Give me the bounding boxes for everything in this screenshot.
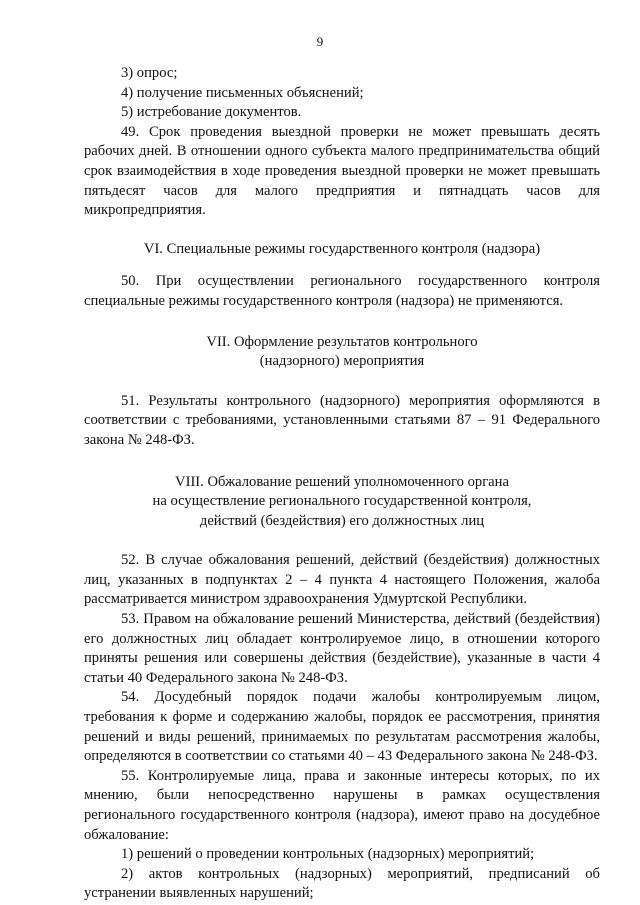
paragraph-49: 49. Срок проведения выездной проверки не может превышать десять рабочих дней. В отношении одного субъекта малого предпринимательства общий срок взаимодействия в ходе проведения выездной проверки не может превышать пятьдесят часов для малого предприятия и пятнадцать часов для микропредприятия.: [84, 123, 600, 219]
paragraph-50: 50. При осуществлении регионального государственного контроля специальные режимы государственного контроля (надзора) не применяются.: [84, 273, 600, 309]
section-heading-8-line-1: VIII. Обжалование решений уполномоченного органа: [175, 473, 509, 490]
page-number: 9: [316, 34, 324, 49]
list-item-3: 3) опрос;: [121, 65, 178, 81]
paragraph-51: 51. Результаты контрольного (надзорного) мероприятия оформляются в соответствии с требованиями, установленными статьями 87 – 91 Федерального закона № 248-ФЗ.: [84, 392, 600, 448]
paragraph-55: 55. Контролируемые лица, права и законные интересы которых, по их мнению, были непосредственно нарушены в рамках осуществления регионального государственного контроля (надзора), имеют право на досудебное обжалование:: [84, 767, 600, 843]
section-heading-8: [84, 473, 600, 532]
paragraph-55-item-1: 1) решений о проведении контрольных (надзорных) мероприятий;: [121, 846, 535, 863]
list-item-5: 5) истребование документов.: [121, 104, 302, 121]
paragraph-54: 54. Досудебный порядок подачи жалобы контролируемым лицом, требования к форме и содержанию жалобы, порядок ее рассмотрения, принятия решений и виды решений, принимаемых по результатам рассмотрения жалобы, определяются в соответствии со статьями 40 – 43 Федерального закона № 248-ФЗ.: [84, 689, 600, 765]
document-body: [84, 64, 600, 904]
paragraph-53: 53. Правом на обжалование решений Министерства, действий (бездействия) его должностных лиц обладает контролируемое лицо, в отношении которого приняты решения или совершены действия (бездействие), указанные в части 4 статьи 40 Федерального закона № 248-ФЗ.: [84, 611, 600, 686]
section-heading-7-line-2: (надзорного) мероприятия: [259, 353, 425, 370]
paragraph-55-item-2: 2) актов контрольных (надзорных) мероприятий, предписаний об устранении выявленных нарушений;: [84, 865, 600, 902]
section-heading-7-line-1: VII. Оформление результатов контрольного: [206, 333, 478, 350]
list-item-4: 4) получение письменных объяснений;: [121, 84, 364, 101]
paragraph-52: 52. В случае обжалования решений, действий (бездействия) должностных лиц, указанных в подпунктах 2 – 4 пункта 4 настоящего Положения, жалоба рассматривается министром здравоохранения Удмуртской Республики.: [84, 552, 600, 608]
section-heading-7: [84, 333, 600, 372]
section-heading-6: VI. Специальные режимы государственного контроля (надзора): [143, 240, 541, 257]
section-heading-8-line-3: действий (бездействия) его должностных лиц: [199, 512, 485, 529]
section-heading-8-line-2: на осуществление регионального государственной контроля,: [152, 493, 532, 510]
